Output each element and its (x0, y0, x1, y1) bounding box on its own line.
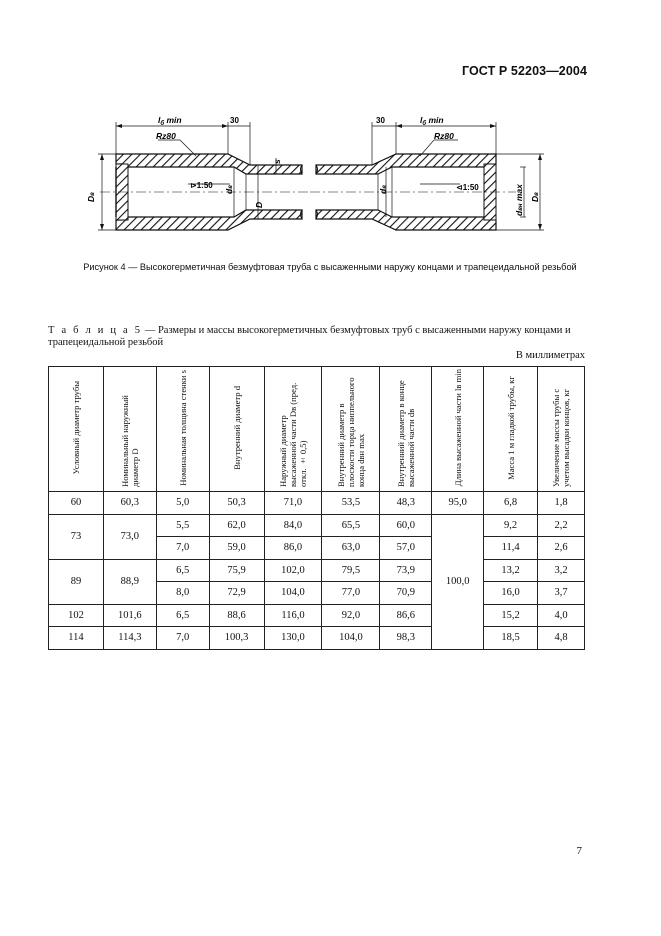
cell: 88,6 (209, 604, 264, 627)
cell: 86,6 (380, 604, 432, 627)
cell: 7,0 (156, 627, 209, 650)
cell: 71,0 (264, 492, 322, 515)
cell: 95,0 (432, 492, 484, 515)
cell: 114,3 (103, 627, 156, 650)
units-note: В миллиметрах (515, 350, 585, 361)
cell: 3,2 (538, 559, 585, 582)
cell: 62,0 (209, 514, 264, 537)
dimensions-table (48, 366, 585, 650)
cell: 18,5 (484, 627, 538, 650)
col-header: Условный диаметр трубы (49, 367, 104, 492)
cell: 4,8 (538, 627, 585, 650)
cell: 88,9 (103, 559, 156, 604)
d-left-label: dв (224, 185, 234, 194)
cell: 65,5 (322, 514, 380, 537)
cell: 72,9 (209, 582, 264, 605)
Db-right-label: Dв (530, 192, 540, 202)
cell: 53,5 (322, 492, 380, 515)
cell: 73,0 (103, 514, 156, 559)
cell: 9,2 (484, 514, 538, 537)
cell: 102,0 (264, 559, 322, 582)
cell: 104,0 (322, 627, 380, 650)
Db-left-label: Dв (86, 192, 96, 202)
cell: 6,5 (156, 559, 209, 582)
cell: 6,5 (156, 604, 209, 627)
cell: 1,8 (538, 492, 585, 515)
cell: 92,0 (322, 604, 380, 627)
cell: 3,7 (538, 582, 585, 605)
cell: 89 (49, 559, 104, 604)
cell: 48,3 (380, 492, 432, 515)
col-header: Номинальный наружный диаметр D (103, 367, 156, 492)
d-right-label: dв (378, 185, 388, 194)
table-caption: Т а б л и ц а 5 — Размеры и массы высокогерметичных безмуфтовых труб с высаженными наружу концами и трапецеидальной резьбой (48, 325, 571, 348)
D-label: D (254, 201, 264, 208)
thirty-right-label: 30 (376, 116, 385, 125)
table-row (49, 492, 585, 515)
col-header: Внутренний диаметр d (209, 367, 264, 492)
table-row (49, 514, 585, 537)
cell: 15,2 (484, 604, 538, 627)
col-header: Масса 1 м гладкой трубы, кг (484, 367, 538, 492)
cell: 16,0 (484, 582, 538, 605)
lb-min-left-label: $l_б$ min (158, 115, 182, 127)
cell: 130,0 (264, 627, 322, 650)
pipe-drawing (80, 112, 580, 257)
cell: 84,0 (264, 514, 322, 537)
cell: 86,0 (264, 537, 322, 560)
d-max-label: dвн max (514, 184, 524, 216)
taper-right-label: ⊲1:50 (456, 183, 479, 192)
cell: 102 (49, 604, 104, 627)
cell: 50,3 (209, 492, 264, 515)
rz-left-label: Rz80 (156, 131, 176, 141)
lb-min-right-label: $l_б$ min (420, 115, 444, 127)
cell: 100,0 (432, 514, 484, 649)
cell: 73,9 (380, 559, 432, 582)
cell: 70,9 (380, 582, 432, 605)
cell: 60 (49, 492, 104, 515)
s-label: s (272, 159, 282, 164)
cell: 104,0 (264, 582, 322, 605)
cell: 6,8 (484, 492, 538, 515)
col-header: Увеличение массы трубы с учетом высадки концов, кг (538, 367, 585, 492)
table-row (49, 627, 585, 650)
cell: 63,0 (322, 537, 380, 560)
col-header: Внутренний диаметр в конце высаженной части dв (380, 367, 432, 492)
cell: 77,0 (322, 582, 380, 605)
col-header: Внутренний диаметр в плоскости торца ниппельного конца dвн max (322, 367, 380, 492)
table-row (49, 604, 585, 627)
cell: 98,3 (380, 627, 432, 650)
cell: 13,2 (484, 559, 538, 582)
cell: 8,0 (156, 582, 209, 605)
col-header: Длина высаженной части lв min (432, 367, 484, 492)
cell: 73 (49, 514, 104, 559)
thirty-left-label: 30 (230, 116, 239, 125)
cell: 101,6 (103, 604, 156, 627)
cell: 59,0 (209, 537, 264, 560)
cell: 4,0 (538, 604, 585, 627)
cell: 5,5 (156, 514, 209, 537)
table-header-row (49, 367, 585, 492)
document-header: ГОСТ Р 52203—2004 (461, 64, 587, 78)
cell: 57,0 (380, 537, 432, 560)
cell: 60,3 (103, 492, 156, 515)
left-pipe-section (100, 154, 308, 230)
table-row (49, 559, 585, 582)
right-pipe-section (310, 154, 516, 230)
cell: 116,0 (264, 604, 322, 627)
cell: 2,6 (538, 537, 585, 560)
page-number: 7 (576, 845, 582, 857)
cell: 60,0 (380, 514, 432, 537)
cell: 2,2 (538, 514, 585, 537)
cell: 5,0 (156, 492, 209, 515)
col-header: Номинальная толщина стенки s (156, 367, 209, 492)
taper-left-label: ⊳1:50 (190, 181, 213, 190)
figure-caption: Рисунок 4 — Высокогерметичная безмуфтовая труба с высаженными наружу концами и трапецеидальной резьбой (83, 262, 577, 272)
cell: 100,3 (209, 627, 264, 650)
rz-right-label: Rz80 (434, 131, 454, 141)
cell: 75,9 (209, 559, 264, 582)
cell: 114 (49, 627, 104, 650)
col-header: Наружный диаметр высаженной части Dв (пред. откл. ± 0,5) (264, 367, 322, 492)
cell: 11,4 (484, 537, 538, 560)
cell: 7,0 (156, 537, 209, 560)
cell: 79,5 (322, 559, 380, 582)
